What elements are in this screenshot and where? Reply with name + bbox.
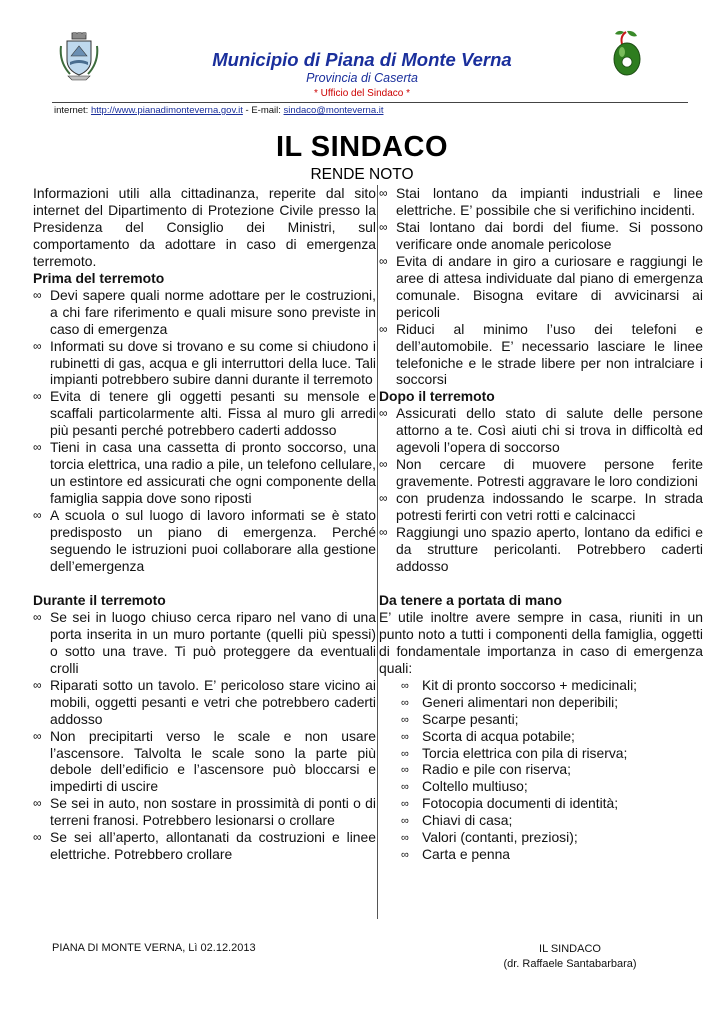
left-column <box>33 185 376 863</box>
list-item: ∞ Carta e penna <box>401 846 511 863</box>
bullet-icon: ∞ <box>379 253 388 268</box>
bullet-icon: ∞ <box>33 796 42 811</box>
kit-heading: Da tenere a portata di mano <box>379 591 562 608</box>
list-item: ∞ Evita di andare in giro a curiosare e raggiungi le aree di attesa individuate dal piano di emergenza comunale. Bisogna evitare di avvicinarsi ai pericoli <box>379 252 703 320</box>
bullet-icon: ∞ <box>379 525 388 540</box>
signature-block <box>440 942 700 972</box>
after-earthquake-heading: Dopo il terremoto <box>379 388 495 405</box>
bullet-icon: ∞ <box>33 338 42 353</box>
header-divider <box>52 102 688 103</box>
province-name: Provincia di Caserta <box>306 71 418 85</box>
bullet-icon: ∞ <box>379 219 388 234</box>
list-item: ∞ Se sei all’aperto, allontanati da costruzioni e linee elettriche. Potrebbero crollare <box>33 829 376 863</box>
bullet-icon: ∞ <box>401 747 409 760</box>
list-item: ∞ Tieni in casa una cassetta di pronto soccorso, una torcia elettrica, una radio a pile, un telefono cellulare, un estintore ed assicurati che ogni componente della famiglia sappia dove sono riposti <box>33 439 376 507</box>
list-item: ∞ Non precipitarti verso le scale e non usare l’ascensore. Talvolta le scale sono la parte più debole dell’edificio e l’ascensore può bloccarsi e impedirti di uscire <box>33 727 376 795</box>
bullet-icon: ∞ <box>33 609 42 624</box>
contact-line <box>54 105 384 116</box>
municipality-title: Municipio di Piana di Monte Verna <box>212 49 512 70</box>
list-item: ∞ Valori (contanti, preziosi); <box>401 829 578 846</box>
list-item: ∞ Kit di pronto soccorso + medicinali; <box>401 676 638 693</box>
kit-list <box>379 677 703 863</box>
list-item: ∞ con prudenza indossando le scarpe. In strada potresti ferirti con vetri rotti e calcinacci <box>379 490 703 524</box>
email-link[interactable]: sindaco@monteverna.it <box>283 105 384 116</box>
list-item: ∞ Se sei in auto, non sostare in prossimità di ponti o di terreni franosi. Potrebbero lesionarsi o crollare <box>33 795 376 829</box>
list-item: ∞ Riparati sotto un tavolo. E’ pericoloso stare vicino ai mobili, oggetti pesanti e vetri che potrebbero caderti addosso <box>33 676 376 727</box>
bullet-icon: ∞ <box>401 730 409 743</box>
bullet-icon: ∞ <box>401 679 409 692</box>
list-item: ∞ Scorta di acqua potabile; <box>401 727 575 744</box>
list-item: ∞ Assicurati dello stato di salute delle persone attorno a te. Così aiuti chi si trova in difficoltà ed agevoli l’opera di soccorso <box>379 405 703 456</box>
list-item: ∞ Informati su dove si trovano e su come si chiudono i rubinetti di gas, acqua e gli interruttori della luce. Tali impianti potrebbero subire danni durante il terremoto <box>33 337 376 388</box>
column-divider <box>377 185 378 919</box>
list-item: ∞ Evita di tenere gli oggetti pesanti su mensole e scaffali particolarmente alti. Fissa al muro gli arredi più pesanti perché potrebbero caderti addosso <box>33 388 376 439</box>
place-and-date: PIANA DI MONTE VERNA, Lì 02.12.2013 <box>52 942 256 954</box>
website-link[interactable]: http://www.pianadimonteverna.gov.it <box>90 105 243 116</box>
bullet-icon: ∞ <box>401 815 409 828</box>
spacer <box>379 575 703 592</box>
right-column <box>379 185 703 863</box>
bullet-icon: ∞ <box>401 764 409 777</box>
list-item: ∞ Stai lontano dai bordi del fiume. Si possono verificare onde anomale pericolose <box>379 218 703 252</box>
bullet-icon: ∞ <box>379 491 388 506</box>
list-item: ∞ Stai lontano da impianti industriali e linee elettriche. E’ possibile che si verifichino incidenti. <box>379 185 703 218</box>
bullet-icon: ∞ <box>401 781 409 794</box>
signer-title: IL SINDACO <box>539 943 601 955</box>
list-item: ∞ Riduci al minimo l’uso dei telefoni e dell’automobile. E’ necessario lasciare le linee telefoniche e le strade libere per non intralciare i soccorsi <box>379 320 703 388</box>
list-item: ∞ A scuola o sul luogo di lavoro informati se è stato predisposto un piano di emergenza. Perché seguendo le istruzioni puoi collaborare alla gestione dell’emergenza <box>33 507 376 574</box>
bullet-icon: ∞ <box>379 321 388 336</box>
during-earthquake-list-continued <box>379 185 703 388</box>
page-subtitle: RENDE NOTO <box>310 166 414 183</box>
spacer <box>33 575 376 592</box>
list-item: ∞ Radio e pile con riserva; <box>401 761 572 778</box>
list-item: ∞ Coltello multiuso; <box>401 778 528 795</box>
page-title: IL SINDACO <box>275 131 449 163</box>
bullet-icon: ∞ <box>33 508 42 523</box>
list-item: ∞ Raggiungi uno spazio aperto, lontano da edifici e da strutture pericolanti. Potrebbero caderti addosso <box>379 524 703 574</box>
intro-paragraph: Informazioni utili alla cittadinanza, reperite dal sito internet del Dipartimento di Protezione Civile presso la Presidenza del Consiglio dei Ministri, sul comportamento da adottare in caso di emergenza terremoto. <box>33 185 376 269</box>
list-item: ∞ Chiavi di casa; <box>401 812 513 829</box>
bullet-icon: ∞ <box>379 406 388 421</box>
bullet-icon: ∞ <box>33 677 42 692</box>
bullet-icon: ∞ <box>33 389 42 404</box>
list-item: ∞ Fotocopia documenti di identità; <box>401 795 619 812</box>
email-label: - E-mail: <box>245 105 281 116</box>
list-item: ∞ Torcia elettrica con pila di riserva; <box>401 744 628 761</box>
bullet-icon: ∞ <box>401 849 409 862</box>
list-item: ∞ Scarpe pesanti; <box>401 710 519 727</box>
kit-intro: E’ utile inoltre avere sempre in casa, riuniti in un punto noto a tutti i componenti della famiglia, oggetti di fondamentale importanza in caso di emergenza quali: <box>379 608 703 676</box>
after-earthquake-list <box>379 405 703 575</box>
bullet-icon: ∞ <box>401 713 409 726</box>
list-item: ∞ Generi alimentari non deperibili; <box>401 693 619 710</box>
during-earthquake-list <box>33 609 376 863</box>
before-earthquake-list <box>33 287 376 575</box>
list-item: ∞ Non cercare di muovere persone ferite gravemente. Potresti aggravare le loro condizioni <box>379 456 703 490</box>
bullet-icon: ∞ <box>401 798 409 811</box>
list-item: ∞ Se sei in luogo chiuso cerca riparo nel vano di una porta inserita in un muro portante (quelli più spessi) o sotto una trave. Ti può proteggere da eventuali crolli <box>33 608 376 676</box>
office-name: * Ufficio del Sindaco * <box>314 88 410 99</box>
bullet-icon: ∞ <box>379 457 388 472</box>
internet-label: internet: <box>54 105 89 116</box>
before-earthquake-heading: Prima del terremoto <box>33 269 165 286</box>
signer-name: (dr. Raffaele Santabarbara) <box>503 958 637 970</box>
during-earthquake-heading: Durante il terremoto <box>33 591 166 608</box>
bullet-icon: ∞ <box>33 728 42 743</box>
bullet-icon: ∞ <box>33 830 42 845</box>
bullet-icon: ∞ <box>401 696 409 709</box>
list-item: ∞ Devi sapere quali norme adottare per le costruzioni, a chi fare riferimento e quali misure sono previste in caso di emergenza <box>33 286 376 337</box>
bullet-icon: ∞ <box>379 186 388 200</box>
bullet-icon: ∞ <box>33 440 42 455</box>
bullet-icon: ∞ <box>33 287 42 302</box>
bullet-icon: ∞ <box>401 832 409 845</box>
